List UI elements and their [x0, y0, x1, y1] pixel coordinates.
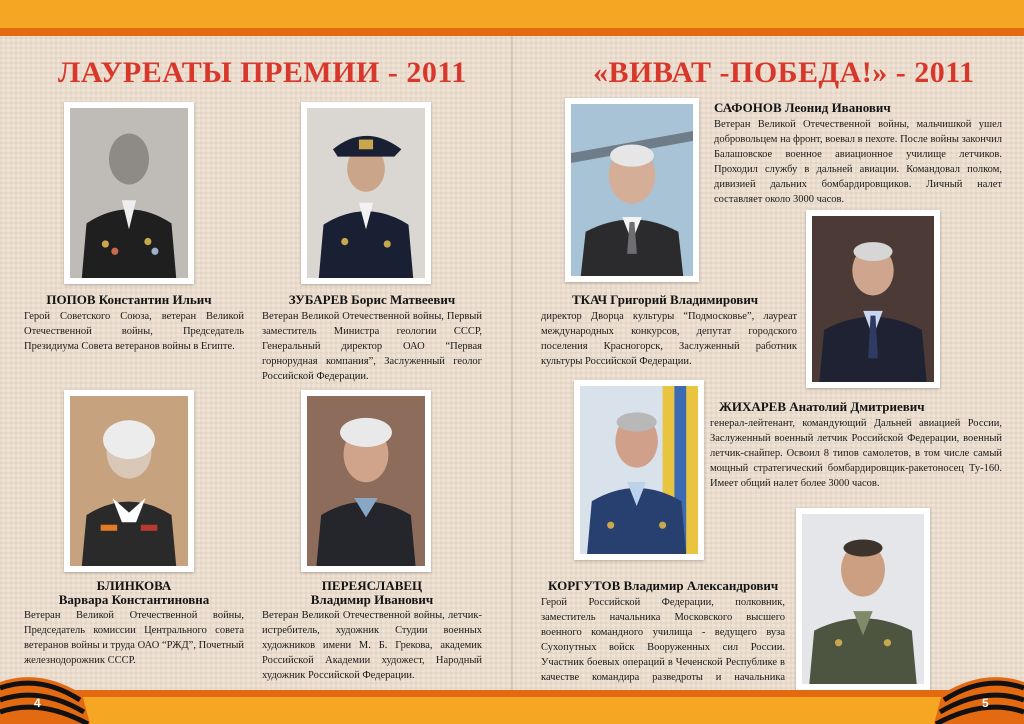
zubarev-photo	[301, 102, 431, 284]
korgutov-name: КОРГУТОВ Владимир Александрович	[548, 578, 779, 593]
zhikharev-bio: генерал-лейтенант, командующий Дальней авиацией России, Заслуженный военный летчик Российской Федерации, военный летчик-снайпер. Освоил 8 типов самолетов, в том числе самый мощный стратегический бомбардировщик-ракетоносец Ту-160. Имеет общий налет более 3000 часов.	[710, 418, 1002, 489]
bottom-stripe-accent	[0, 690, 1024, 697]
pereyaslavets-photo	[301, 390, 431, 572]
popov-bio: Герой Советского Союза, ветеран Великой Отечественной войны, Председатель Президиума Совета ветеранов войны в Египте.	[24, 311, 244, 352]
pereyaslavets-name-line1: ПЕРЕЯСЛАВЕЦ	[321, 578, 423, 593]
left-page-title: ЛАУРЕАТЫ ПРЕМИИ - 2011	[58, 56, 467, 89]
page-spine	[511, 36, 513, 690]
popov-name: ПОПОВ Константин Ильич	[46, 292, 212, 307]
zhikharev-photo	[574, 380, 704, 560]
safonov-bio: Ветеран Великой Отечественной войны, мальчишкой ушел добровольцем на фронт, воевал в пехоте. После войны закончил Балашовское военное авиационное училище летчиков. Проходил службу в дальней авиации. Командовал полком, дивизией дальних бомбардировщиков. Личный налет составляет около 3000 часов.	[714, 119, 1002, 205]
portrait-silhouette-icon	[571, 104, 693, 276]
tkach-bio: директор Дворца культуры “Подмосковье”, лауреат международных конкурсов, депутат городского поселения Красногорск, Заслуженный работник культуры Российской Федерации.	[541, 311, 797, 367]
tkach-name: ТКАЧ Григорий Владимирович	[572, 292, 759, 307]
pereyaslavets-bio: Ветеран Великой Отечественной войны, летчик-истребитель, художник Студии военных художников имени М. Б. Грекова, академик Российской Академии художест, Народный художник Российской Федерации.	[262, 610, 482, 681]
zubarev-bio: Ветеран Великой Отечественной войны, Первый заместитель Министра геологии СССР, Генеральный директор ОАО “Первая горнорудная компания”, Заслуженный геолог Российской Федерации.	[262, 311, 482, 382]
portrait-silhouette-icon	[307, 108, 425, 278]
right-page-number: 5	[982, 696, 989, 710]
portrait-silhouette-icon	[802, 514, 924, 684]
korgutov-bio: Герой Российской Федерации, полковник, заместитель начальника Московского высшего военного командного училища - ведущего вуза Сухопутных войск Вооруженных сил России. Участник боевых операций в Чеченской Республике в качестве командира разведроты и начальника	[541, 597, 785, 683]
st-george-ribbon-icon	[0, 668, 90, 724]
zubarev-name: ЗУБАРЕВ Борис Матвеевич	[288, 292, 456, 307]
portrait-silhouette-icon	[812, 216, 934, 382]
safonov-photo	[565, 98, 699, 282]
left-page-number: 4	[34, 696, 41, 710]
top-stripe	[0, 0, 1024, 28]
safonov-name: САФОНОВ Леонид Иванович	[714, 100, 891, 115]
st-george-ribbon-icon	[934, 668, 1024, 724]
blinkova-name-line1: БЛИНКОВА	[96, 578, 172, 593]
korgutov-photo	[796, 508, 930, 690]
blinkova-photo	[64, 390, 194, 572]
portrait-silhouette-icon	[307, 396, 425, 566]
right-page-title: «ВИВАТ -ПОБЕДА!» - 2011	[593, 56, 975, 89]
blinkova-bio: Ветеран Великой Отечественной войны, Председатель комиссии Центрального совета ветеранов войны и труда ОАО “РЖД”, Почетный железнодорожник СССР.	[24, 610, 244, 666]
tkach-photo	[806, 210, 940, 388]
portrait-silhouette-icon	[580, 386, 698, 554]
portrait-silhouette-icon	[70, 108, 188, 278]
portrait-silhouette-icon	[70, 396, 188, 566]
blinkova-name-line2: Варвара Константиновна	[58, 592, 210, 607]
popov-photo	[64, 102, 194, 284]
top-stripe-accent	[0, 28, 1024, 36]
zhikharev-name: ЖИХАРЕВ Анатолий Дмитриевич	[719, 399, 925, 414]
pereyaslavets-name-line2: Владимир Иванович	[310, 592, 434, 607]
